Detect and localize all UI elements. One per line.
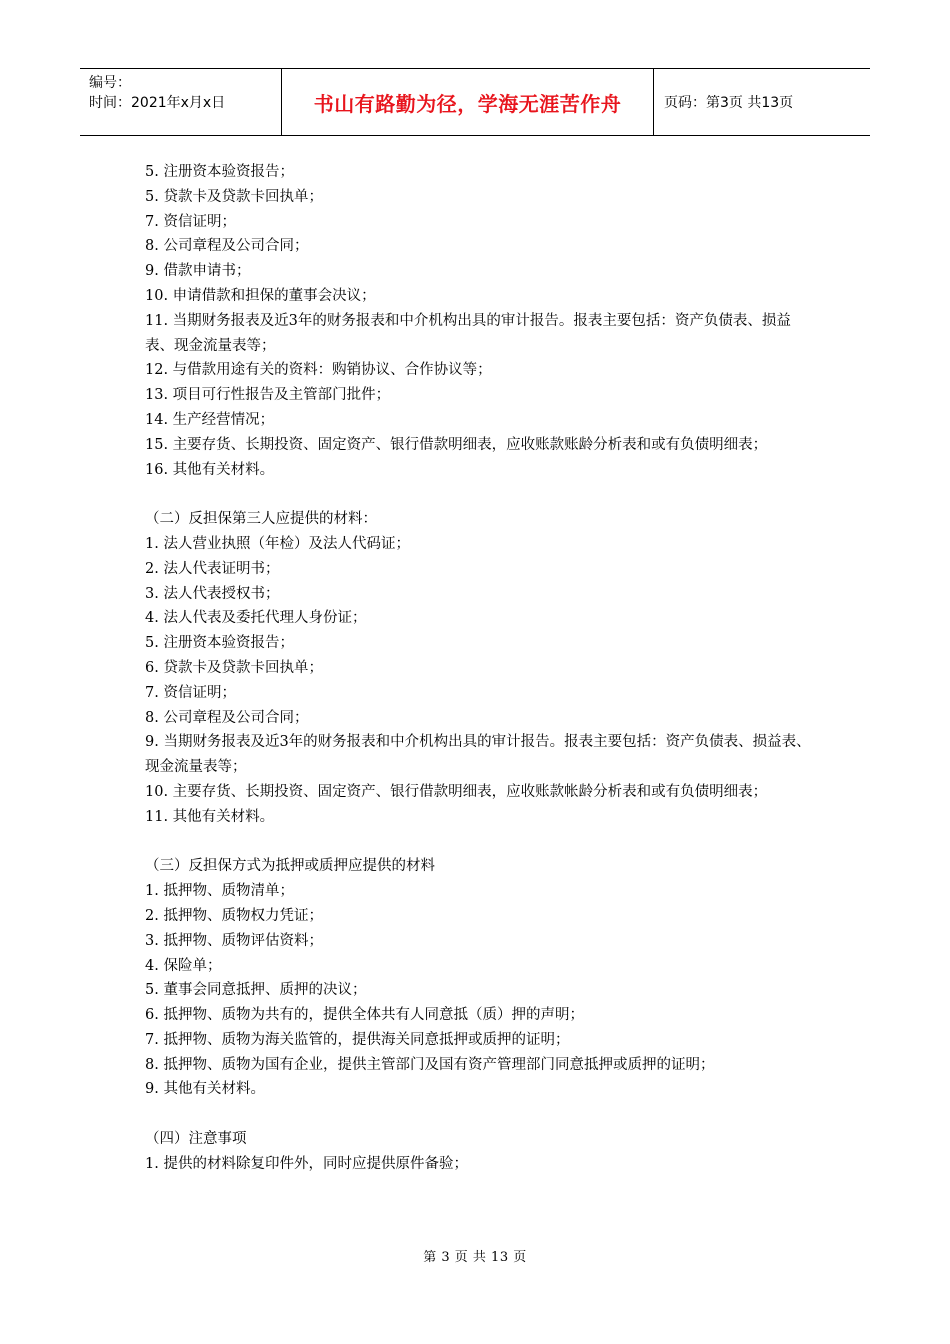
document-time-label: 时间：2021年x月x日 bbox=[89, 95, 226, 111]
section-spacer bbox=[145, 482, 815, 507]
list-item: 1. 提供的材料除复印件外，同时应提供原件备验； bbox=[145, 1155, 468, 1172]
list-item: 11. 其他有关材料。 bbox=[145, 808, 275, 825]
list-item: 7. 资信证明； bbox=[145, 684, 236, 701]
list-item: 3. 法人代表授权书； bbox=[145, 585, 280, 602]
list-item: 8. 公司章程及公司合同； bbox=[145, 709, 309, 726]
list-item: 10. 主要存货、长期投资、固定资产、银行借款明细表，应收账款帐龄分析表和或有负债明细表； bbox=[145, 783, 768, 800]
list-item: 12. 与借款用途有关的资料：购销协议、合作协议等； bbox=[145, 362, 492, 379]
list-item: 7. 抵押物、质物为海关监管的，提供海关同意抵押或质押的证明； bbox=[145, 1031, 570, 1048]
list-item: 15. 主要存货、长期投资、固定资产、银行借款明细表，应收账款账龄分析表和或有负债明细表； bbox=[145, 436, 768, 453]
list-item: 4. 法人代表及委托代理人身份证； bbox=[145, 610, 367, 627]
list-item: 5. 贷款卡及贷款卡回执单； bbox=[145, 188, 323, 205]
list-item: 5. 注册资本验资报告； bbox=[145, 164, 294, 180]
header-page-label: 页码：第3页 共13页 bbox=[664, 95, 794, 111]
list-item: 7. 资信证明； bbox=[145, 213, 236, 230]
list-item: 8. 公司章程及公司合同； bbox=[145, 238, 309, 255]
list-item: 9. 当期财务报表及近3年的财务报表和中介机构出具的审计报告。报表主要包括：资产负债表、损益表、现金流量表等； bbox=[145, 734, 811, 776]
list-item: 11. 当期财务报表及近3年的财务报表和中介机构出具的审计报告。报表主要包括：资产负债表、损益表、现金流量表等； bbox=[145, 312, 791, 354]
section-heading: （四）注意事项 bbox=[145, 1131, 247, 1148]
list-item: 5. 董事会同意抵押、质押的决议； bbox=[145, 982, 367, 999]
section-heading: （三）反担保方式为抵押或质押应提供的材料 bbox=[145, 858, 435, 875]
list-item: 6. 抵押物、质物为共有的，提供全体共有人同意抵（质）押的声明； bbox=[145, 1007, 584, 1024]
header-motto: 书山有路勤为径，学海无涯苦作舟 bbox=[282, 69, 654, 135]
list-item: 1. 法人营业执照（年检）及法人代码证； bbox=[145, 535, 410, 552]
list-item: 3. 抵押物、质物评估资料； bbox=[145, 932, 323, 949]
list-item: 4. 保险单； bbox=[145, 957, 222, 974]
list-item: 16. 其他有关材料。 bbox=[145, 461, 275, 478]
list-item: 5. 注册资本验资报告； bbox=[145, 635, 294, 652]
page-footer: 第 3 页 共 13 页 bbox=[423, 1250, 527, 1265]
list-item: 1. 抵押物、质物清单； bbox=[145, 883, 294, 900]
list-item: 9. 借款申请书； bbox=[145, 263, 251, 280]
section-heading: （二）反担保第三人应提供的材料： bbox=[145, 511, 377, 528]
list-item: 2. 法人代表证明书； bbox=[145, 560, 280, 577]
section-spacer bbox=[145, 1102, 815, 1127]
header-meta bbox=[80, 69, 282, 135]
list-item: 14. 生产经营情况； bbox=[145, 411, 275, 428]
list-item: 2. 抵押物、质物权力凭证； bbox=[145, 907, 323, 924]
list-item: 8. 抵押物、质物为国有企业，提供主管部门及国有资产管理部门同意抵押或质押的证明； bbox=[145, 1056, 715, 1073]
section-spacer bbox=[145, 830, 815, 855]
list-item: 9. 其他有关材料。 bbox=[145, 1081, 265, 1098]
document-number-label: 编号： bbox=[89, 75, 131, 91]
list-item: 13. 项目可行性报告及主管部门批件； bbox=[145, 387, 391, 404]
list-item: 6. 贷款卡及贷款卡回执单； bbox=[145, 659, 323, 676]
page-header bbox=[80, 68, 870, 136]
document-body bbox=[145, 160, 815, 1177]
list-item: 10. 申请借款和担保的董事会决议； bbox=[145, 287, 376, 304]
